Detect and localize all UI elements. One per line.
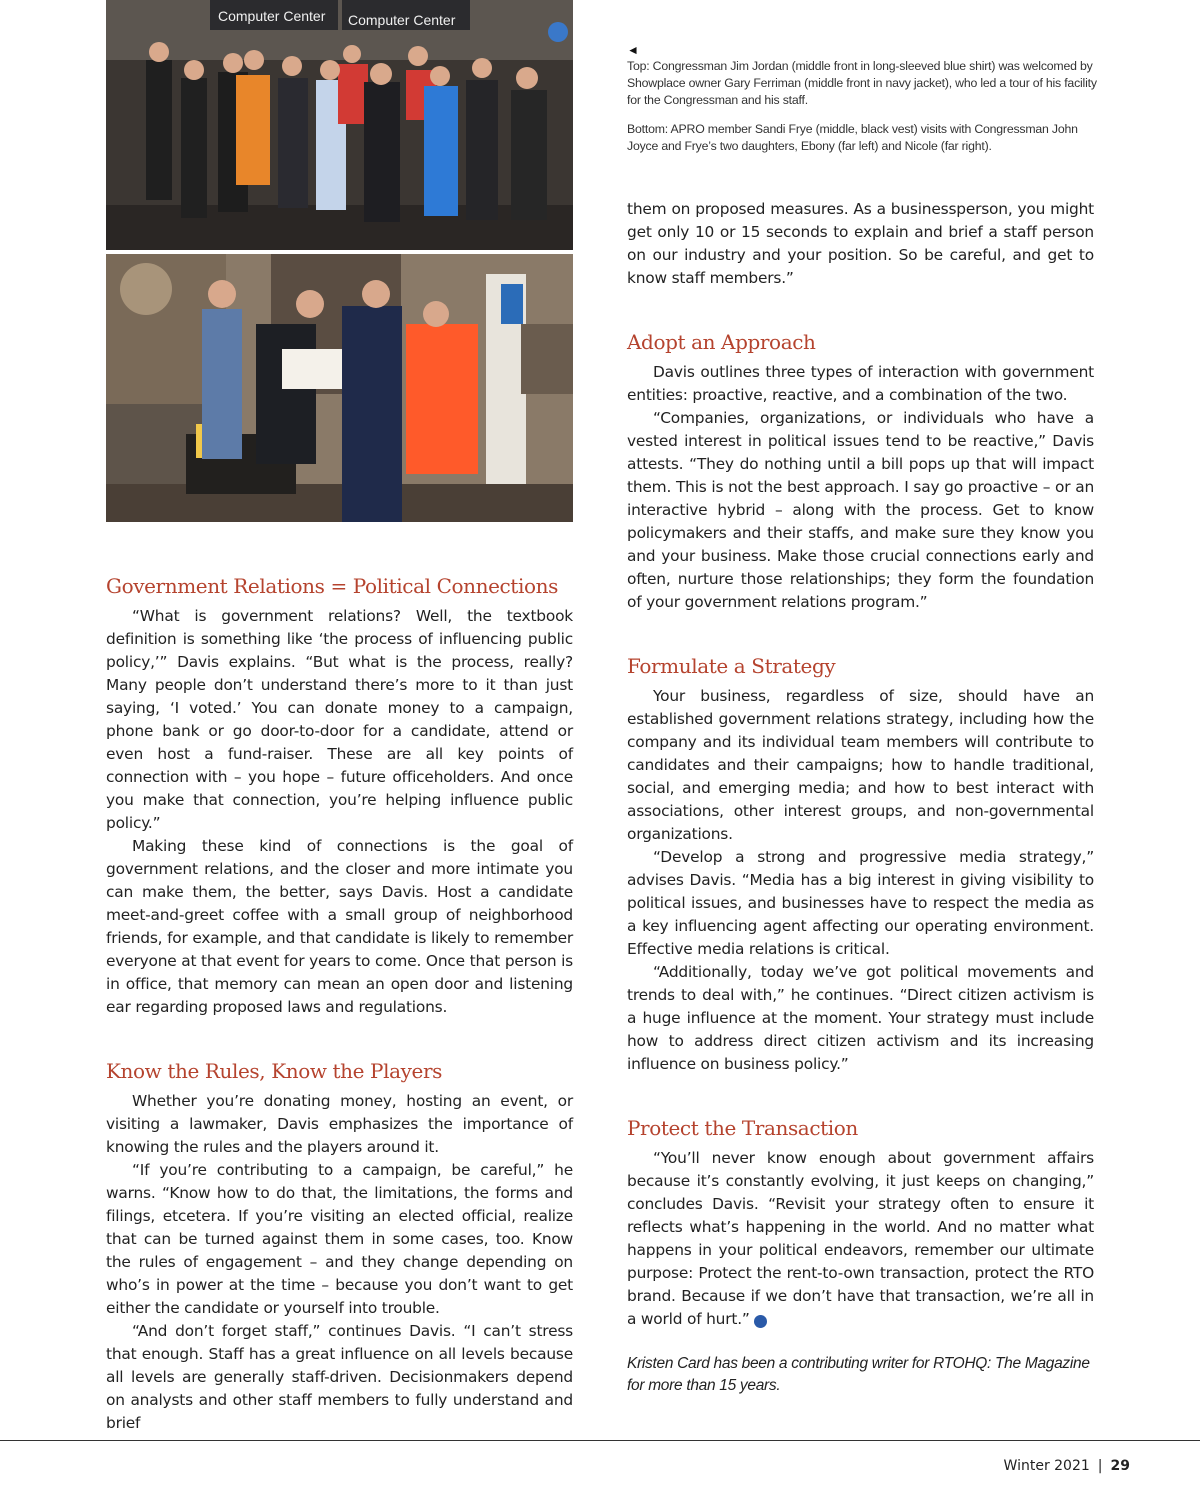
heading-government-relations: Government Relations = Political Connections xyxy=(106,574,558,598)
paragraph: “If you’re contributing to a campaign, be careful,” he warns. “Know how to do that, the limitations, the forms and filings, etcetera. If you’re visiting an elected official, realize that can be turned against them in some cases, too. Know the rules of engagement – and they change depending on who’s in power at the time – because you don’t want to get either the candidate or yourself into trouble. xyxy=(106,1161,573,1317)
page-number: 29 xyxy=(1110,1458,1130,1474)
paragraph-continued: them on proposed measures. As a businessperson, you might get only 10 or 15 seconds to explain and brief a staff person on our industry and your position. So be careful, and get to know staff members.” xyxy=(627,200,1094,287)
closing-text: “You’ll never know enough about government affairs because it’s constantly evolving, it just keeps on changing,” concludes Davis. “Revisit your strategy often to ensure it reflects what’s happening in the world. And no matter what happens in your political endeavors, remember our ultimate purpose: Protect the rent-to-own transaction, protect the RTO brand. Because if we don’t have that transaction, we’re all in a world of hurt.” xyxy=(627,1149,1094,1328)
paragraph: Making these kind of connections is the goal of government relations, and the closer and more intimate you can make them, the better, says Davis. Host a candidate meet-and-greet coffee with a small group of neighborhood friends, for example, and that candidate is likely to remember everyone at that event for years to come. Once that person is in office, that memory can mean an open door and listening ear regarding proposed laws and regulations. xyxy=(106,837,573,1016)
caption-top: Top: Congressman Jim Jordan (middle front in long-sleeved blue shirt) was welcomed by Showplace owner Gary Ferriman (middle front in navy jacket), who led a tour of his facility for the Congressman and his staff. xyxy=(627,59,1097,107)
paragraph: Davis outlines three types of interaction with government entities: proactive, reactive, and a combination of the two. xyxy=(627,363,1094,404)
photo-congressman-jordan-visit xyxy=(106,0,573,250)
paragraph: “Develop a strong and progressive media strategy,” advises Davis. “Media has a big interest in giving visibility to political issues, and businesses have to respect the media as a key influencing agent affecting our operating environment. Effective media relations is critical. xyxy=(627,848,1094,958)
heading-know-the-rules: Know the Rules, Know the Players xyxy=(106,1059,442,1083)
heading-formulate-a-strategy: Formulate a Strategy xyxy=(627,654,836,678)
caption-arrow-icon: ◄ xyxy=(627,43,639,57)
caption-bottom: Bottom: APRO member Sandi Frye (middle, black vest) visits with Congressman John Joyce and Frye’s two daughters, Ebony (far left) and Nicole (far right). xyxy=(627,122,1078,153)
heading-adopt-an-approach: Adopt an Approach xyxy=(627,330,816,354)
issue-label: Winter 2021 xyxy=(1003,1458,1090,1474)
paragraph: Whether you’re donating money, hosting an event, or visiting a lawmaker, Davis emphasizes the importance of knowing the rules and the players around it. xyxy=(106,1092,573,1156)
sign-computer-center-left: Computer Center xyxy=(218,8,326,24)
paragraph: “Companies, organizations, or individuals who have a vested interest in political issues tend to be reactive,” Davis attests. “They do nothing until a bill pops up that will impact them. This is not the best approach. I say go proactive – or an interactive hybrid – along with the process. Get to know policymakers and their staffs, and make sure they know you and your business. Make those crucial connections early and often, nurture those relationships; they form the foundation of your government relations program.” xyxy=(627,409,1094,611)
photo-caption xyxy=(627,42,1097,167)
left-column xyxy=(106,572,573,1435)
sign-computer-center-right: Computer Center xyxy=(348,12,456,28)
end-mark-icon: a xyxy=(754,1315,767,1328)
page-folio xyxy=(1004,1458,1130,1474)
paragraph: Your business, regardless of size, should have an established government relations strategy, including how the company and its individual team members will contribute to candidates and their campaigns; how to handle traditional, social, and emerging media; and how to best interact with associations, other interest groups, and non-governmental organizations. xyxy=(627,687,1094,843)
author-byline: Kristen Card has been a contributing writer for RTOHQ: The Magazine for more than 15 years. xyxy=(627,1355,1090,1394)
footer-rule xyxy=(0,1440,1200,1441)
paragraph: “What is government relations? Well, the textbook definition is something like ‘the process of influencing public policy,’” Davis explains. “But what is the process, really? Many people don’t understand there’s more to it than just saying, ‘I voted.’ You can donate money to a campaign, phone bank or go door-to-door for a candidate, attend or even host a fund-raiser. These are all key points of connection with – you hope – future officeholders. And once you make that connection, you’re helping influence public policy.” xyxy=(106,607,573,832)
heading-protect-the-transaction: Protect the Transaction xyxy=(627,1116,858,1140)
paragraph: “Additionally, today we’ve got political movements and trends to deal with,” he continues. “Direct citizen activism is a huge influence at the moment. Your strategy must include how to address direct citizen activism and its increasing influence on business policy.” xyxy=(627,963,1094,1073)
photo-congressman-joyce-visit xyxy=(106,254,573,522)
paragraph: “And don’t forget staff,” continues Davis. “I can’t stress that enough. Staff has a great influence on all levels because all levels are generally staff-driven. Decisionmakers depend on analysts and other staff members to fully understand and brief xyxy=(106,1322,573,1432)
paragraph-closing xyxy=(627,1147,1094,1331)
right-column xyxy=(627,198,1094,1397)
folio-separator: | xyxy=(1097,1458,1103,1474)
